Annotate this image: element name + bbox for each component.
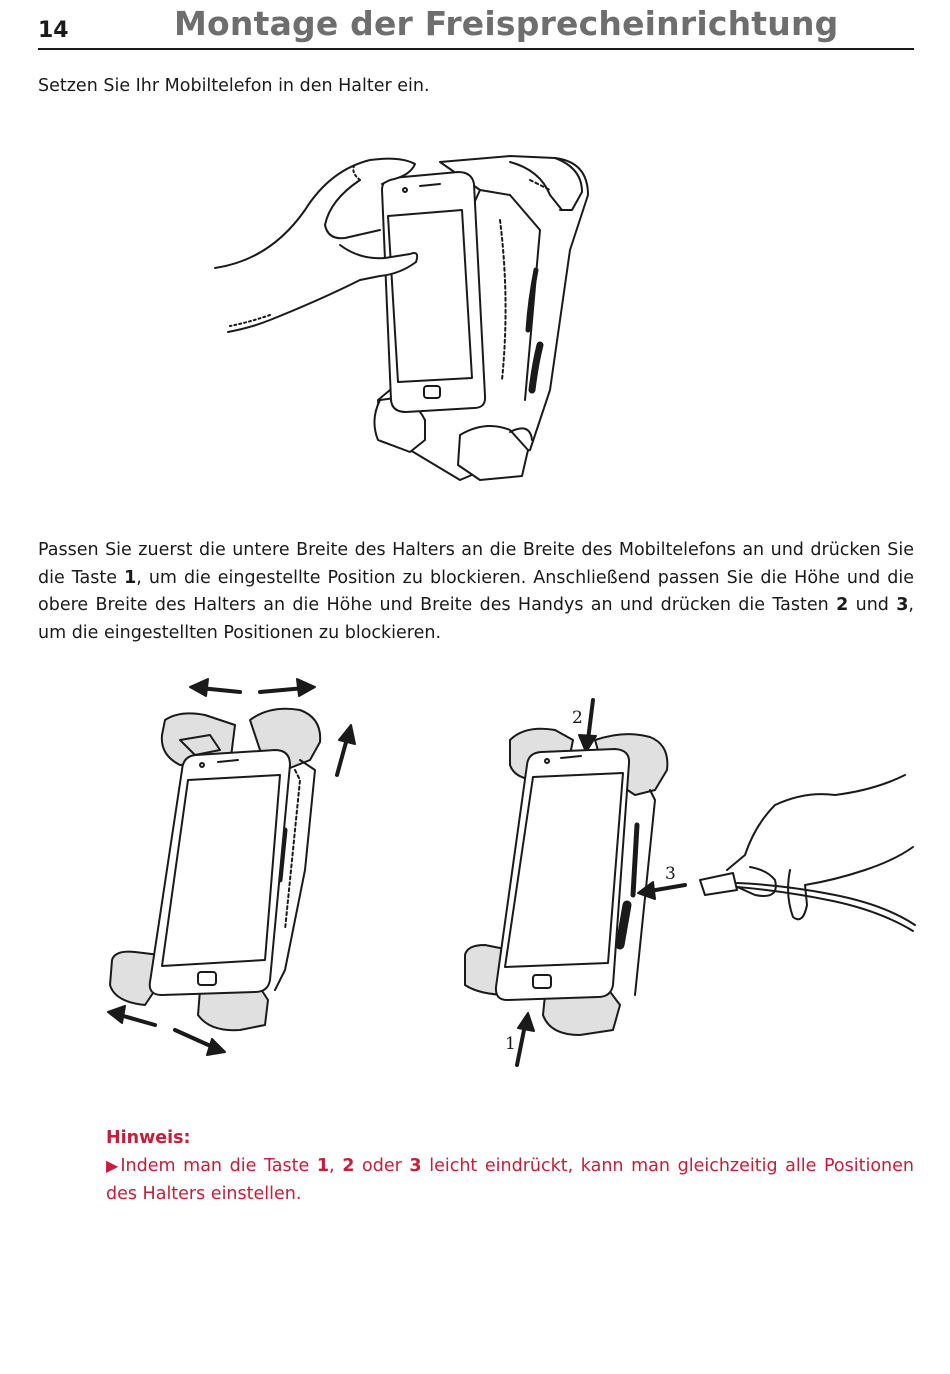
instruction-text-3: und [848, 595, 897, 615]
arrow-down-left-icon [120, 1015, 155, 1025]
note-box [106, 1124, 914, 1208]
note-title: Hinweis: [106, 1128, 191, 1148]
key-2-label: 2 [836, 595, 849, 615]
key-3-label: 3 [896, 595, 909, 615]
arrow-1-icon [517, 1025, 525, 1065]
label-3: 3 [665, 864, 676, 884]
illustration-press-buttons [455, 695, 920, 1075]
phone-body [150, 750, 290, 995]
intro-paragraph: Setzen Sie Ihr Mobiltelefon in den Halter ein. [38, 76, 430, 96]
note-text-3: leicht eindrückt, kann man gleichzeitig alle Positionen des Halters einstellen. [106, 1156, 914, 1204]
bullet-triangle-icon: ▶ [106, 1156, 121, 1175]
label-1: 1 [505, 1034, 516, 1054]
page-header [38, 0, 914, 50]
note-key-1: 1 [316, 1156, 330, 1176]
note-text-2: oder [354, 1156, 410, 1176]
illustration-insert-phone [210, 150, 610, 490]
page-title: Montage der Freisprecheinrichtung [174, 4, 839, 43]
phone-body [496, 749, 629, 1000]
note-key-3: 3 [409, 1156, 422, 1176]
instruction-text-4: , um die eingestellten Positionen zu blockieren. [38, 595, 914, 643]
note-key-2: 2 [342, 1156, 355, 1176]
key-1-label: 1 [124, 567, 137, 588]
note-text [106, 1152, 914, 1208]
illustration-adjust-holder [100, 670, 390, 1070]
instruction-paragraph [38, 537, 914, 647]
instruction-text-2: , um die eingestellte Position zu blockieren. Anschließend passen Sie die Höhe und die obere Breite des Halters an die Höhe und Breite des Handys an und drücken die Tasten [38, 567, 914, 615]
instruction-text-1: Passen Sie zuerst die untere Breite des Halters an die Breite des Mobiltelefons an und drücken Sie die Taste [38, 540, 914, 588]
arrow-3-icon [650, 885, 685, 891]
page-number: 14 [38, 18, 69, 43]
label-2: 2 [572, 708, 583, 728]
arrow-2-icon [588, 700, 593, 740]
note-separator: , [329, 1156, 343, 1176]
note-text-1: Indem man die Taste [120, 1156, 317, 1176]
